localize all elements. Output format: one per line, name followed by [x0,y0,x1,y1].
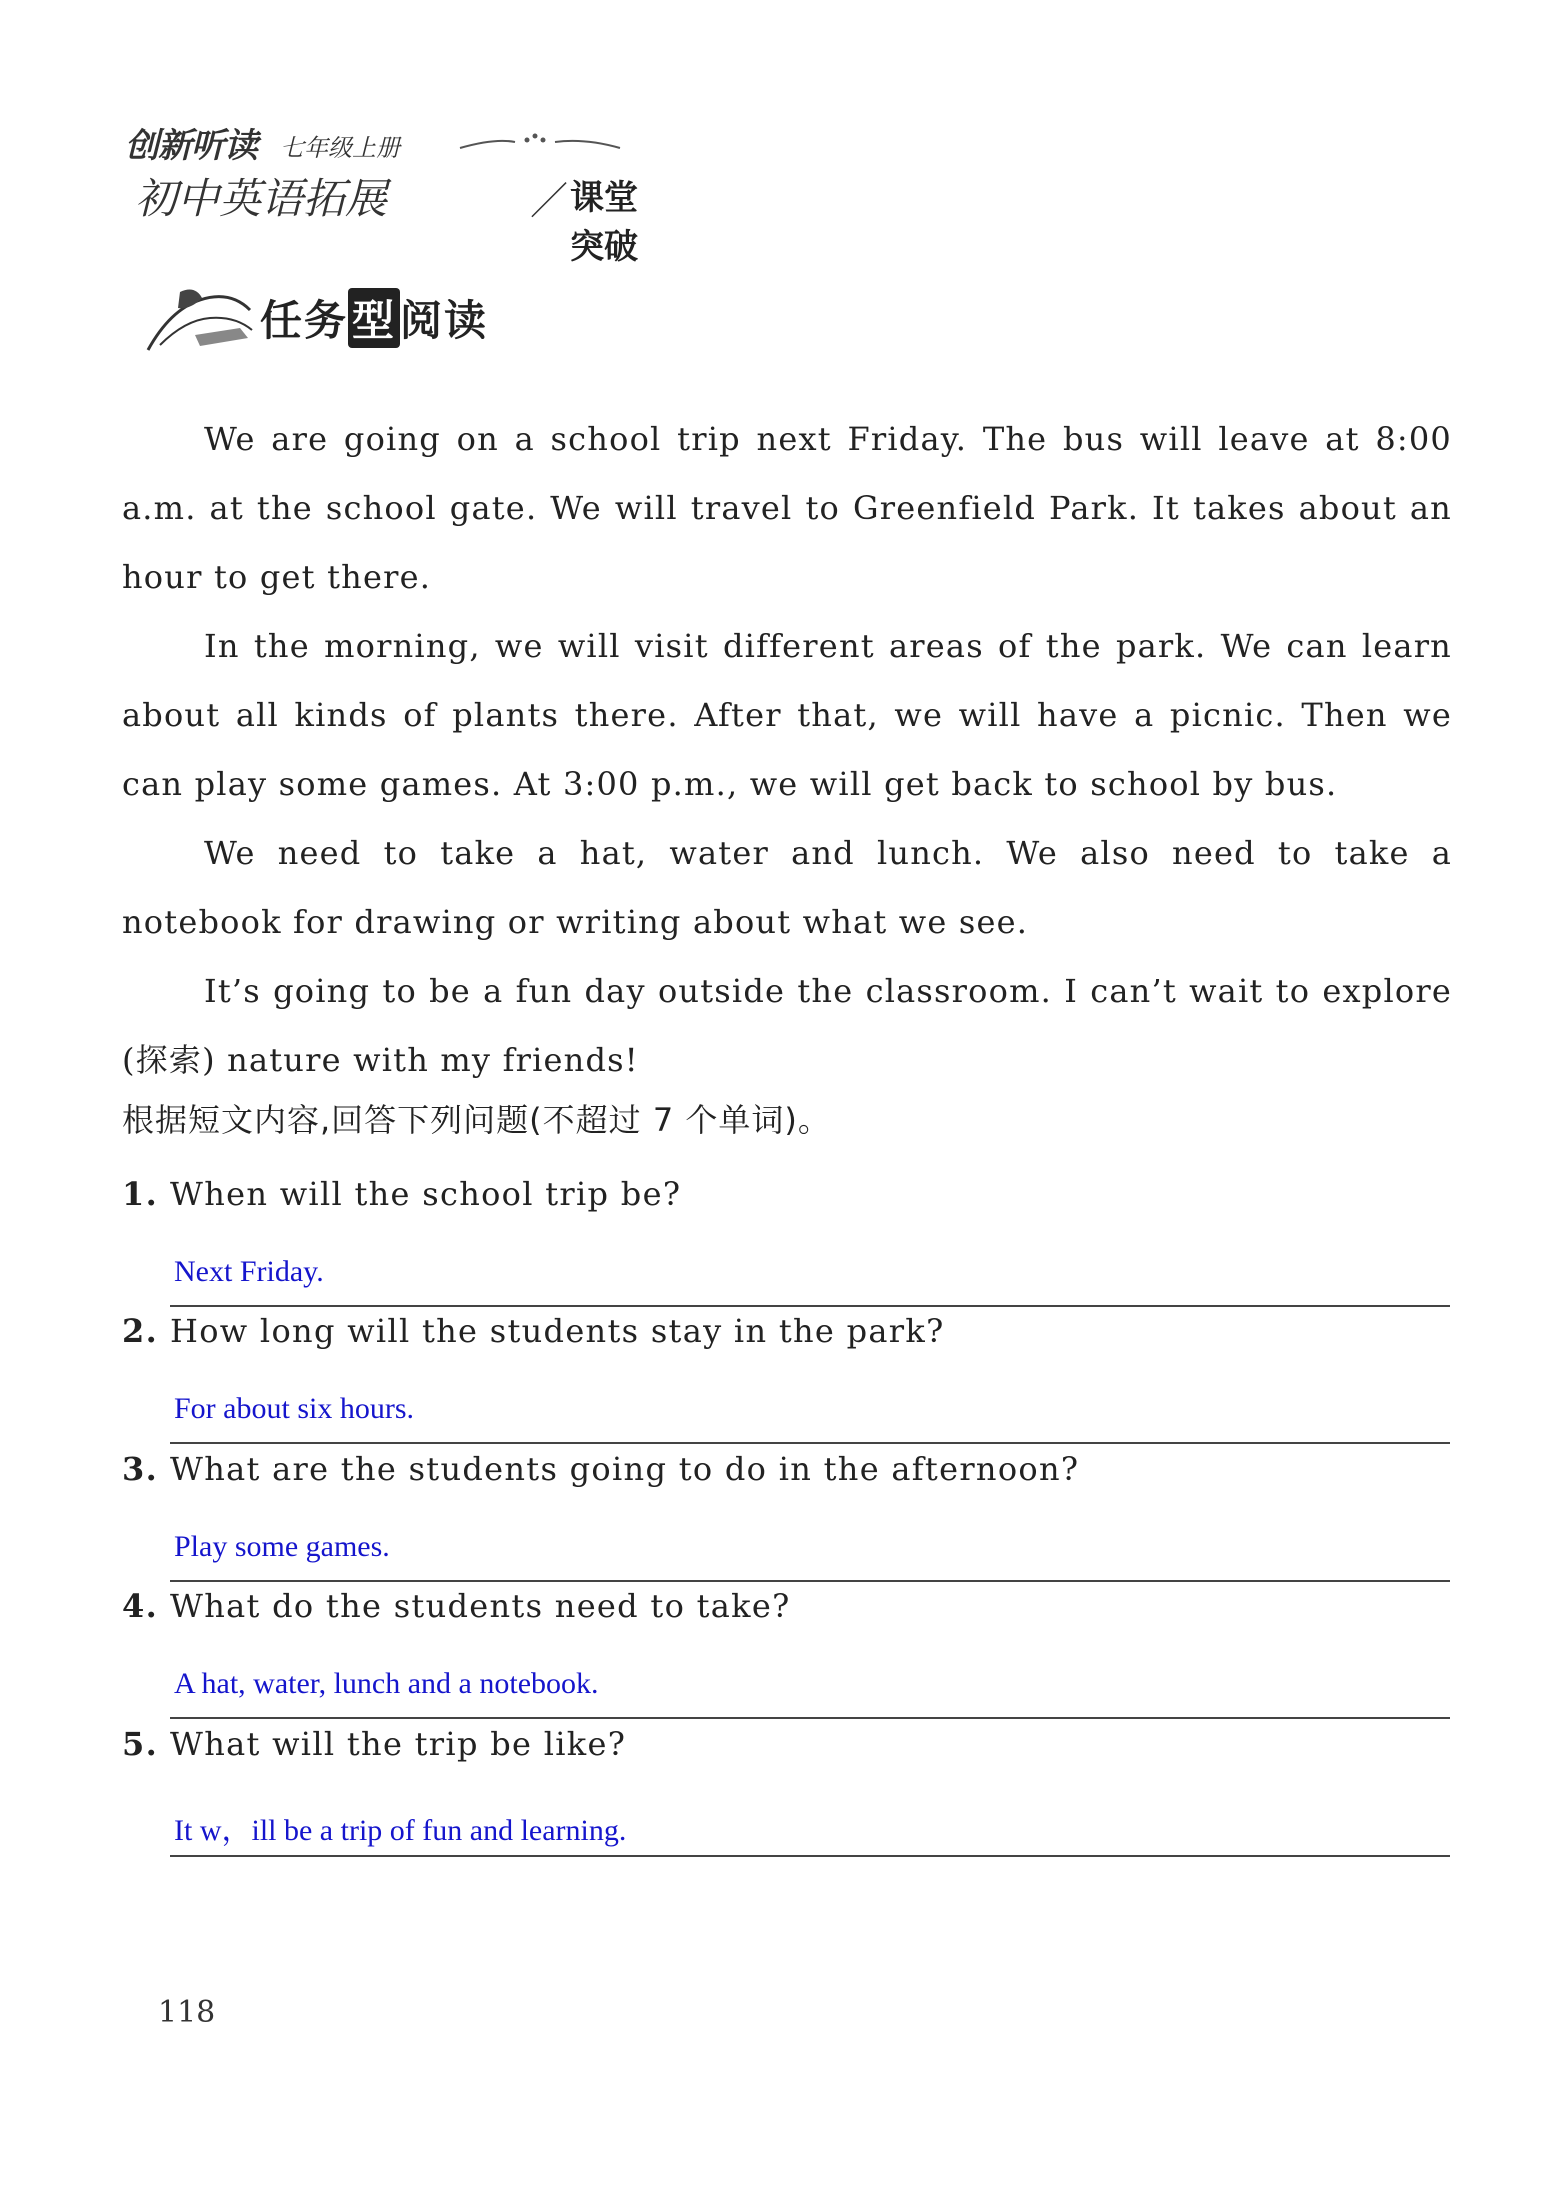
question-text: How long will the students stay in the park? [170,1312,945,1350]
passage-paragraph: We need to take a hat, water and lunch. We also need to take a notebook for drawing or writing about what we see. [122,834,1452,941]
question-item [122,1587,1452,1700]
question-text: What will the trip be like? [170,1725,627,1763]
passage-paragraph: It’s going to be a fun day outside the classroom. I can’t wait to explore (探索) nature with my friends! [122,972,1452,1079]
page-header [125,118,645,267]
page-number: 118 [158,1995,216,2030]
answer-line[interactable] [170,1245,1450,1307]
question-item [122,1450,1452,1563]
section-title: 课堂突破 [570,178,638,267]
instruction-text: 根据短文内容,回答下列问题(不超过 7 个单词)。 [122,1101,831,1139]
answer-line[interactable] [170,1382,1450,1444]
answer-text: For about six hours. [174,1392,414,1425]
question-item [122,1175,1452,1288]
question-text: What do the students need to take? [170,1587,791,1625]
task-heading [140,280,580,360]
answer-text: Next Friday. [174,1255,324,1288]
question-number: 3. [122,1450,159,1488]
passage-paragraph: In the morning, we will visit different areas of the park. We can learn about all kinds of plants there. After that, we will have a picnic. Then we can play some games. At 3:00 p.m., we will get back to school by bus. [122,627,1452,803]
answer-text: A hat, water, lunch and a notebook. [174,1667,599,1700]
answer-text: It w，ill be a trip of fun and learning. [174,1814,627,1847]
answer-line[interactable] [170,1520,1450,1582]
answer-line[interactable] [170,1795,1450,1857]
answer-text: Play some games. [174,1530,390,1563]
question-number: 4. [122,1587,159,1625]
reading-pen-icon [140,280,260,360]
decorative-dots-icon [455,126,715,156]
brand-title: 创新听读 [125,126,257,166]
header-separator: ／ [530,179,569,223]
grade-label: 七年级上册 [280,134,400,162]
answer-line[interactable] [170,1657,1450,1719]
question-number: 1. [122,1175,159,1213]
question-item [122,1725,1452,1847]
question-number: 2. [122,1312,159,1350]
question-item [122,1312,1452,1425]
reading-passage [122,405,1452,1095]
question-number: 5. [122,1725,159,1763]
passage-paragraph: We are going on a school trip next Friday. The bus will leave at 8:00 a.m. at the school gate. We will travel to Greenfield Park. It takes about an hour to get there. [122,420,1452,596]
series-title: 初中英语拓展 [135,174,388,223]
question-text: When will the school trip be? [170,1175,682,1213]
task-title-text: 任务型阅读 [260,288,488,348]
question-text: What are the students going to do in the afternoon? [170,1450,1080,1488]
